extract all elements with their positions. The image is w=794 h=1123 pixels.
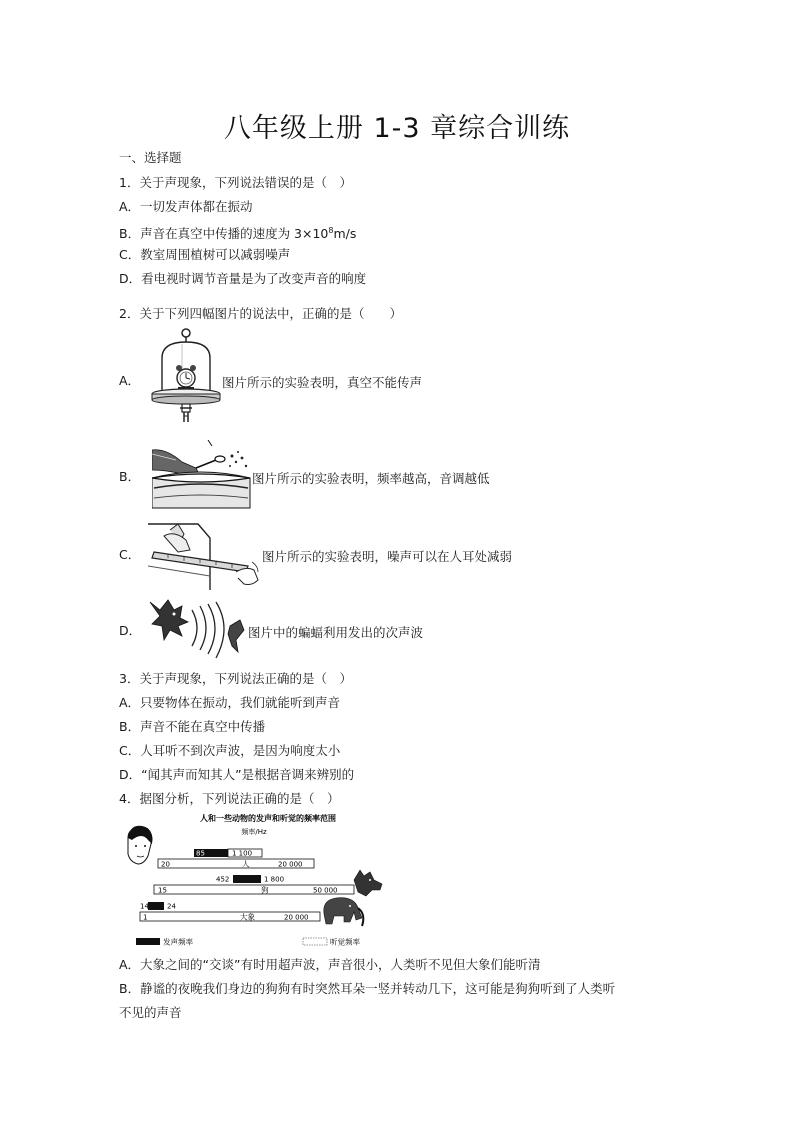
q3-option-d: D．“闻其声而知其人”是根据音调来辨别的 [119,767,355,782]
q3-stem: 3．关于声现象，下列说法正确的是（ ） [119,671,352,686]
human-emit-max: 1 100 [232,849,253,858]
q2-option-a-label: A． [119,373,141,388]
dog-emit-min: 452 [216,875,230,884]
elephant-hearing-min: 1 [143,913,148,922]
q1-option-b-text: B．声音在真空中传播的速度为 3×10 [119,226,329,242]
elephant-row-label: 大象 [240,912,255,922]
q2-option-b-text: 图片所示的实验表明，频率越高，音调越低 [252,471,490,486]
bat-figure [148,596,248,662]
q2-option-c-text: 图片所示的实验表明，噪声可以在人耳处减弱 [262,549,513,564]
human-hearing-min: 20 [161,860,170,869]
page-title: 八年级上册 1-3 章综合训练 [223,113,571,144]
chart-unit: 频率/Hz [241,828,267,836]
q1-option-b-unit: m/s [333,226,357,242]
q1-option-d: D．看电视时调节音量是为了改变声音的响度 [119,271,367,286]
q4-option-a: A．大象之间的“交谈”有时用超声波，声音很小，人类听不见但大象们能听清 [119,957,541,972]
q1-option-a: A．一切发声体都在振动 [119,199,253,214]
q2-option-d-text: 图片中的蝙蝠利用发出的次声波 [248,625,424,640]
q4-option-b-line1: B．静谧的夜晚我们身边的狗狗有时突然耳朵一竖并转动几下，这可能是狗狗听到了人类听 [119,981,616,996]
human-row-label: 人 [242,859,250,869]
dog-emit-bar [233,875,261,883]
q2-option-d-label: D． [119,623,142,638]
q1-option-b-exponent: 8 [328,226,334,235]
q2-option-a-text: 图片所示的实验表明，真空不能传声 [222,375,423,390]
ruler-figure [148,520,262,590]
legend-emit-swatch [136,938,160,945]
elephant-emit-bar [148,902,164,910]
section-heading: 一、选择题 [119,150,182,165]
q2-option-c-label: C． [119,547,141,562]
human-icon [128,826,152,864]
q4-option-b-line2: 不见的声音 [119,1005,182,1020]
elephant-emit-max: 24 [167,902,176,911]
q1-option-c: C．教室周围植树可以减弱噪声 [119,247,291,262]
dog-icon [354,870,382,896]
q2-stem: 2．关于下列四幅图片的说法中，正确的是（ ） [119,306,402,321]
elephant-hearing-max: 20 000 [284,913,309,922]
human-emit-min: 85 [196,849,205,858]
q3-option-b: B．声音不能在真空中传播 [119,719,266,734]
q4-stem: 4．据图分析，下列说法正确的是（ ） [119,791,340,806]
legend-hear-swatch [303,938,327,945]
q3-option-c: C．人耳听不到次声波，是因为响度太小 [119,743,341,758]
dog-row-label: 狗 [261,885,269,895]
frequency-range-chart [118,810,388,954]
q1-option-b [119,223,356,242]
elephant-icon [324,898,364,926]
drum-figure [152,440,252,510]
chart-title: 人和一些动物的发声和听觉的频率范围 [200,814,336,823]
bell-jar-figure [148,326,224,424]
q2-option-b-label: B． [119,469,141,484]
q3-option-a: A．只要物体在振动，我们就能听到声音 [119,695,341,710]
dog-emit-max: 1 800 [264,875,285,884]
legend-hear-label: 听觉频率 [330,937,360,947]
legend-emit-label: 发声频率 [163,937,193,947]
elephant-emit-min: 14 [140,902,149,911]
dog-hearing-max: 50 000 [313,886,338,895]
q1-stem: 1．关于声现象，下列说法错误的是（ ） [119,175,352,190]
dog-hearing-min: 15 [158,886,167,895]
human-hearing-max: 20 000 [278,860,303,869]
